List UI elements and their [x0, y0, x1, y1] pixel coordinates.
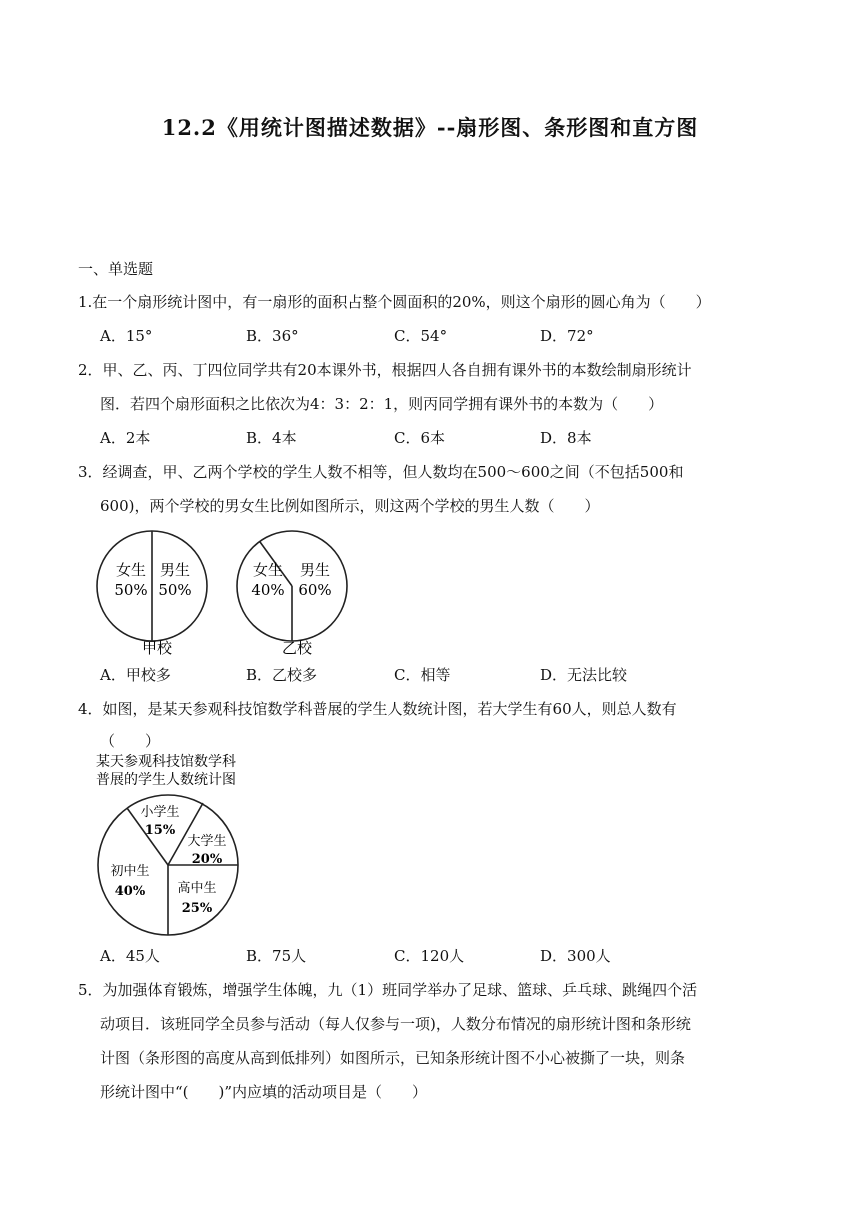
question-5-line2: 动项目．该班同学全员参与活动（每人仅参与一项)，人数分布情况的扇形统计图和条形统 — [100, 1015, 691, 1033]
q2-option-c: C．6本 — [394, 429, 446, 447]
slice-label-high-school: 高中生 — [177, 881, 217, 896]
visitor-pie-chart — [90, 752, 390, 942]
q1-option-c: C．54° — [394, 327, 448, 345]
pie-b-right-label: 男生 — [299, 561, 331, 579]
page-title: 12.2《用统计图描述数据》--扇形图、条形图和直方图 — [161, 115, 699, 140]
q4-option-c: C．120人 — [394, 947, 465, 965]
visitor-chart-title-line2: 普展的学生人数统计图 — [96, 772, 236, 788]
pie-a-right-label: 男生 — [159, 561, 191, 579]
pie-b-right-pct: 60% — [298, 581, 332, 599]
slice-pct-middle-school: 40% — [114, 884, 146, 899]
question-3-line2: 600)，两个学校的男女生比例如图所示，则这两个学校的男生人数（ ） — [100, 497, 600, 515]
q4-option-a: A．45人 — [100, 947, 160, 965]
school-pie-charts — [0, 522, 860, 662]
q4-option-d: D．300人 — [540, 947, 611, 965]
q1-option-a: A．15° — [100, 327, 153, 345]
q1-option-b: B．36° — [246, 327, 299, 345]
question-2-line1: 2．甲、乙、丙、丁四位同学共有20本课外书，根据四人各自拥有课外书的本数绘制扇形统计 — [78, 361, 692, 379]
question-5-line1: 5．为加强体育锻炼，增强学生体魄，九（1）班同学举办了足球、篮球、乒乓球、跳绳四个活 — [78, 981, 698, 999]
q3-option-b: B．乙校多 — [246, 666, 318, 684]
slice-pct-high-school: 25% — [181, 901, 213, 916]
pie-a-caption: 甲校 — [141, 639, 173, 657]
pie-a-left-label: 女生 — [115, 561, 147, 579]
pie-a-left-pct: 50% — [114, 581, 148, 599]
pie-b-caption: 乙校 — [281, 639, 313, 657]
q2-option-d: D．8本 — [540, 429, 592, 447]
q3-option-c: C．相等 — [394, 666, 451, 684]
slice-pct-primary: 15% — [144, 823, 176, 838]
slice-label-primary: 小学生 — [140, 805, 180, 820]
pie-chart-school-b — [237, 531, 347, 657]
q4-option-b: B．75人 — [246, 947, 307, 965]
visitor-chart-title-line1: 某天参观科技馆数学科 — [96, 754, 236, 770]
question-5-line3: 计图（条形图的高度从高到低排列）如图所示，已知条形统计图不小心被撕了一块，则条 — [100, 1049, 686, 1067]
question-2-line2: 图．若四个扇形面积之比依次为4：3：2：1，则丙同学拥有课外书的本数为（ ） — [100, 395, 664, 413]
q2-option-b: B．4本 — [246, 429, 297, 447]
question-3-line1: 3．经调查，甲、乙两个学校的学生人数不相等，但人数均在500～600之间（不包括500和 — [78, 463, 684, 481]
q3-option-a: A．甲校多 — [100, 666, 171, 684]
question-4-line2: （ ） — [100, 732, 161, 750]
q3-option-d: D．无法比较 — [540, 666, 628, 684]
slice-pct-university: 20% — [191, 852, 223, 867]
pie-chart-school-a — [97, 531, 207, 657]
slice-label-middle-school: 初中生 — [110, 864, 150, 879]
pie-b-left-label: 女生 — [252, 561, 284, 579]
question-5-line4: 形统计图中“( )”内应填的活动项目是（ ） — [100, 1083, 428, 1101]
pie-b-left-pct: 40% — [251, 581, 285, 599]
section-heading: 一、单选题 — [78, 260, 154, 278]
question-4-line1: 4．如图，是某天参观科技馆数学科普展的学生人数统计图，若大学生有60人，则总人数有 — [78, 700, 677, 718]
pie-a-right-pct: 50% — [158, 581, 192, 599]
slice-label-university: 大学生 — [187, 834, 227, 849]
q2-option-a: A．2本 — [100, 429, 151, 447]
q1-option-d: D．72° — [540, 327, 594, 345]
question-1-text: 1.在一个扇形统计图中，有一扇形的面积占整个圆面积的20%，则这个扇形的圆心角为（ ） — [78, 293, 711, 311]
